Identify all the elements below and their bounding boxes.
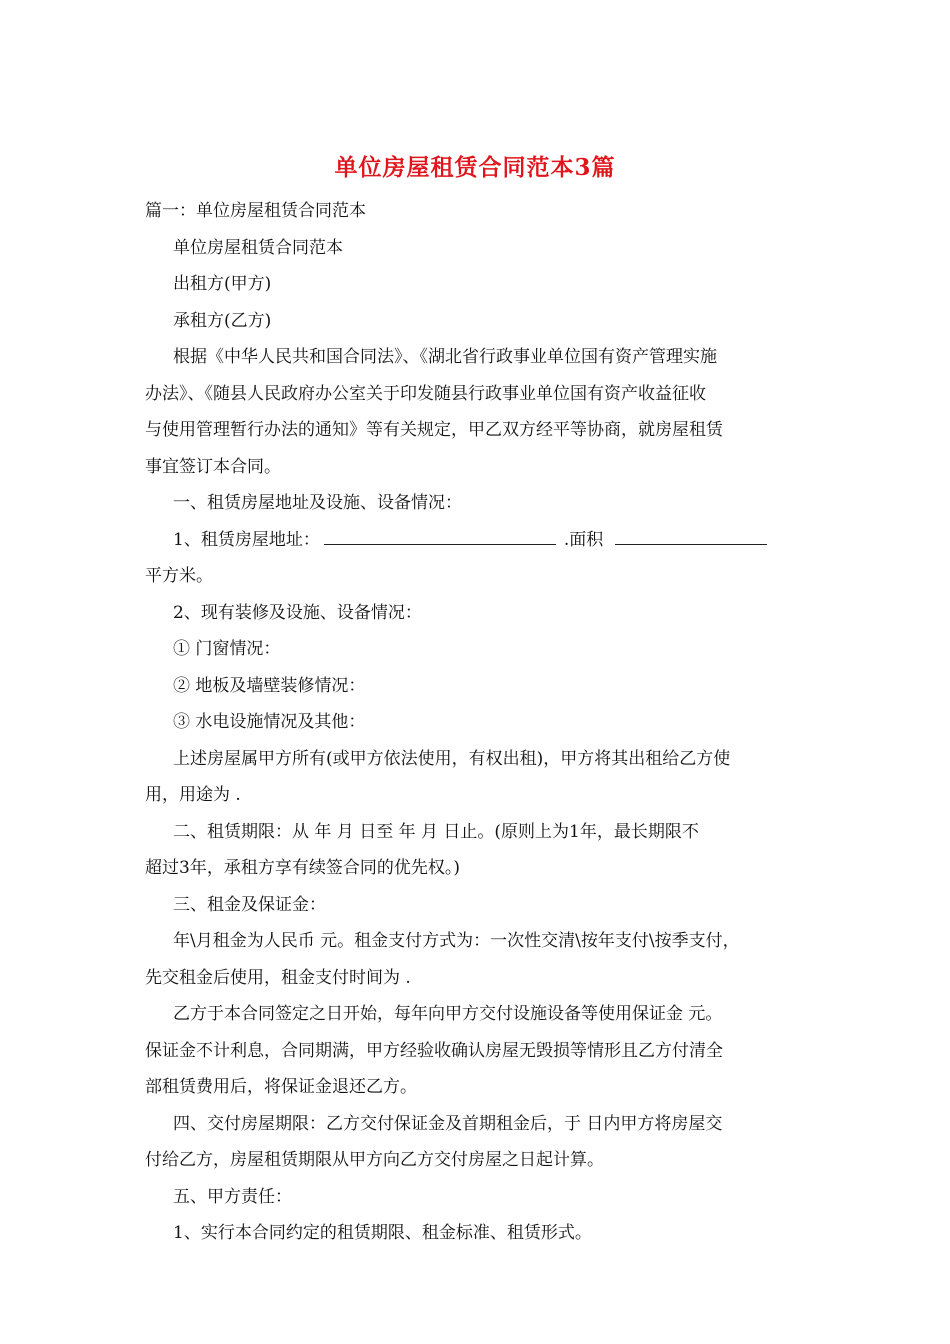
paragraph-line: 付给乙方，房屋租赁期限从甲方向乙方交付房屋之日起计算。: [145, 1150, 604, 1170]
paragraph-line: 2、现有装修及设施、设备情况：: [173, 602, 422, 623]
paragraph-line: 用，用途为 .: [145, 785, 241, 805]
area-blank: [615, 526, 767, 545]
list-item: ③ 水电设施情况及其他：: [173, 712, 366, 732]
clause-heading-1: 一、租赁房屋地址及设施、设备情况：: [173, 493, 462, 513]
clause-heading-3: 三、租金及保证金：: [173, 894, 326, 915]
paragraph-line: 保证金不计利息，合同期满，甲方经验收确认房屋无毁损等情形且乙方付清全: [145, 1040, 723, 1061]
paragraph-line: 办法》、《随县人民政府办公室关于印发随县行政事业单位国有资产收益征收: [145, 383, 706, 404]
clause-heading-2: 二、租赁期限：从 年 月 日至 年 月 日止。(原则上为1年，最长期限不: [173, 821, 699, 842]
clause-heading-4: 四、交付房屋期限：乙方交付保证金及首期租金后，于 日内甲方将房屋交: [173, 1113, 723, 1134]
list-item: ② 地板及墙壁装修情况：: [173, 675, 366, 696]
paragraph-line: 上述房屋属甲方所有(或甲方依法使用，有权出租)，甲方将其出租给乙方使: [173, 748, 731, 769]
address-line: [145, 522, 825, 559]
paragraph-line: 年\月租金为人民币 元。租金支付方式为：一次性交清\按年支付\按季支付，: [173, 931, 740, 951]
list-item: 1、实行本合同约定的租赁期限、租金标准、租赁形式。: [173, 1223, 592, 1243]
address-label: 1、租赁房屋地址：: [173, 529, 320, 550]
contract-name: 单位房屋租赁合同范本: [173, 237, 343, 258]
paragraph-line: 部租赁费用后，将保证金退还乙方。: [145, 1077, 417, 1097]
paragraph-line: 事宜签订本合同。: [145, 456, 281, 477]
area-label: .面积: [563, 529, 604, 550]
document-title: 单位房屋租赁合同范本3篇: [334, 154, 616, 181]
paragraph-line: 超过3年，承租方享有续签合同的优先权。): [145, 858, 460, 878]
paragraph-line: 根据《中华人民共和国合同法》、《湖北省行政事业单位国有资产管理实施: [173, 347, 717, 367]
paragraph-line: 先交租金后使用，租金支付时间为 .: [145, 967, 411, 988]
document-body: [145, 193, 825, 1252]
area-unit-line: 平方米。: [145, 566, 213, 586]
section-heading-1: 篇一：单位房屋租赁合同范本: [145, 201, 366, 221]
paragraph-line: 与使用管理暂行办法的通知》等有关规定，甲乙双方经平等协商，就房屋租赁: [145, 420, 723, 440]
clause-heading-5: 五、甲方责任：: [173, 1186, 292, 1207]
paragraph-line: 乙方于本合同签定之日开始，每年向甲方交付设施设备等使用保证金 元。: [173, 1004, 723, 1024]
address-blank: [324, 526, 556, 545]
lessor-line: 出租方(甲方): [173, 274, 272, 294]
list-item: ① 门窗情况：: [173, 639, 281, 659]
lessee-line: 承租方(乙方): [173, 310, 272, 331]
